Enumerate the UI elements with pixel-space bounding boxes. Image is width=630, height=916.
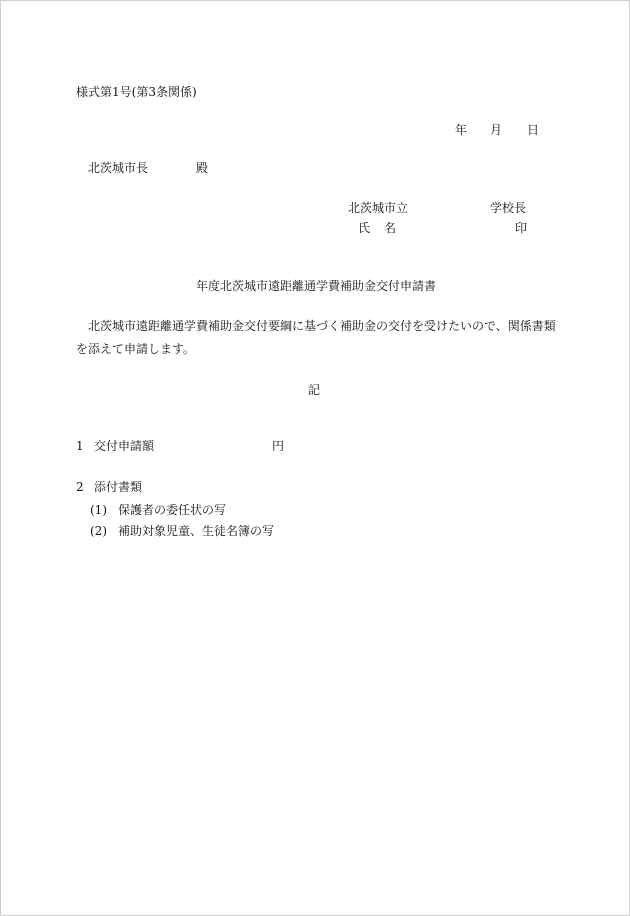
subitem-2-text: 補助対象児童、生徒名簿の写 [118, 524, 275, 538]
subitem-1-text: 保護者の委任状の写 [118, 503, 227, 517]
document-title: 年度北茨城市遠距離通学費補助金交付申請書 [196, 279, 437, 293]
item-2-label: 添付書類 [94, 480, 143, 494]
item-2-number: 2 [76, 480, 84, 494]
item-1-label: 交付申請額 [94, 439, 155, 453]
principal-suffix: 学校長 [490, 201, 527, 215]
body-text-line-1: 北茨城市遠距離通学費補助金交付要綱に基づく補助金の交付を受けたいので、関係書類 [88, 319, 556, 333]
ki-heading: 記 [308, 383, 321, 397]
subitem-2-number: (2) [90, 524, 107, 538]
date-year-label: 年 [455, 123, 468, 137]
item-1-number: 1 [76, 439, 84, 453]
body-text-line-2: を添えて申請します。 [76, 342, 196, 356]
form-number: 様式第1号(第3条関係) [76, 85, 197, 99]
name-label-second: 名 [384, 221, 397, 235]
school-prefix: 北茨城市立 [348, 201, 409, 215]
addressee-title: 北茨城市長 [88, 161, 149, 175]
subitem-1-number: (1) [90, 503, 107, 517]
seal-label: 印 [515, 221, 528, 235]
name-label-first: 氏 [358, 221, 371, 235]
date-day-label: 日 [527, 123, 540, 137]
addressee-honorific: 殿 [196, 161, 209, 175]
item-1-unit: 円 [272, 439, 285, 453]
date-month-label: 月 [490, 123, 503, 137]
